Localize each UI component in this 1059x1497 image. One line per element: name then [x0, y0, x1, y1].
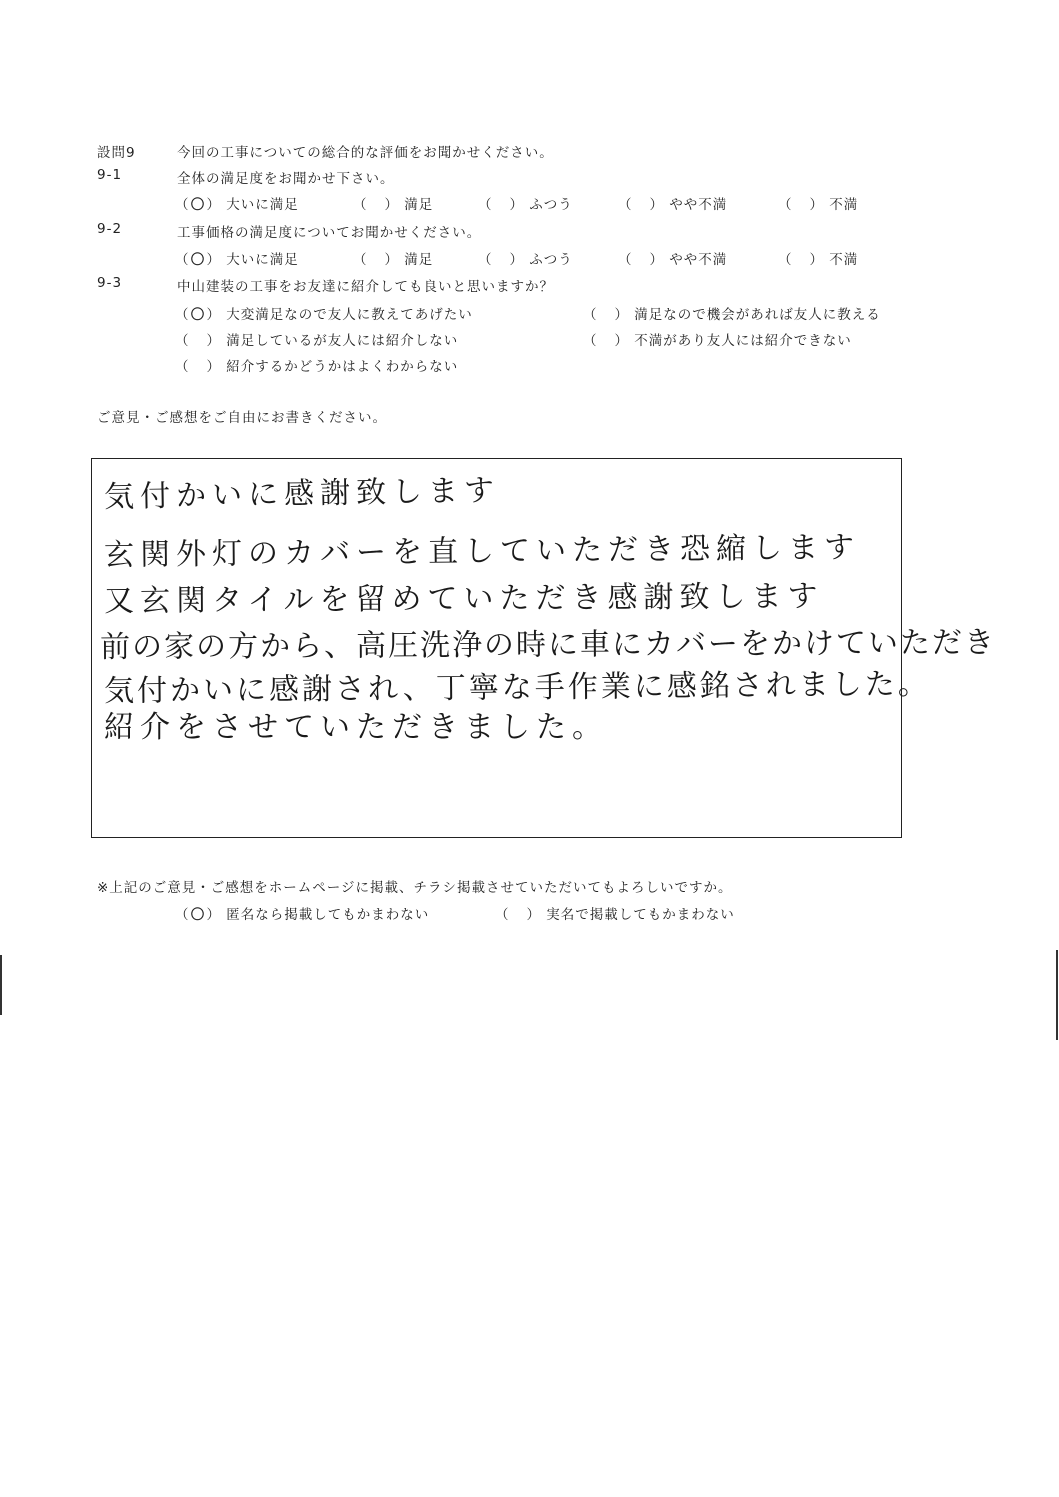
handwritten-line-5: 気付かいに感謝され、丁寧な手作業に感銘されました。 [103, 666, 931, 709]
question-9-3-number: 9-3 [97, 275, 123, 291]
circle-mark: 〇 [190, 197, 205, 213]
option-label: 大いに満足 [226, 197, 299, 213]
q9-3-option-satisfied-no-recommend[interactable]: （ ） 満足しているが友人には紹介しない [175, 333, 459, 349]
circle-mark: 〇 [190, 907, 205, 923]
question-9-text: 今回の工事についての総合的な評価をお聞かせください。 [177, 145, 554, 161]
question-9-label: 設問9 [97, 145, 136, 161]
publish-note: ※上記のご意見・ご感想をホームページに掲載、チラシ掲載させていただいてもよろしいですか。 [97, 880, 733, 896]
q9-3-option-recommend-if-chance[interactable]: （ ） 満足なので機会があれば友人に教える [583, 307, 881, 323]
option-label: 実名で掲載してもかまわない [546, 907, 735, 923]
question-9-2-number: 9-2 [97, 221, 123, 237]
question-9-1-number: 9-1 [97, 167, 123, 183]
option-label: 匿名なら掲載してもかまわない [226, 907, 430, 923]
q9-1-option-dissatisfied[interactable]: （ ） 不満 [778, 197, 859, 213]
option-label: やや不満 [669, 252, 728, 268]
option-label: やや不満 [669, 197, 728, 213]
q9-2-option-very-satisfied[interactable]: （ 〇 ） 大いに満足 [175, 248, 299, 268]
option-label: 満足 [404, 197, 434, 213]
comments-prompt: ご意見・ご感想をご自由にお書きください。 [97, 410, 387, 426]
option-label: 大いに満足 [226, 252, 299, 268]
question-9-3-text: 中山建装の工事をお友達に紹介しても良いと思いますか？ [177, 279, 554, 295]
q9-2-option-somewhat-dissatisfied[interactable]: （ ） やや不満 [618, 252, 728, 268]
option-label: 満足なので機会があれば友人に教える [634, 307, 881, 323]
q9-1-option-very-satisfied[interactable]: （ 〇 ） 大いに満足 [175, 193, 299, 213]
publish-option-real-name[interactable]: （ ） 実名で掲載してもかまわない [495, 907, 735, 923]
option-label: 満足 [404, 252, 434, 268]
circle-mark: 〇 [190, 307, 205, 323]
question-9-1-text: 全体の満足度をお聞かせ下さい。 [177, 171, 395, 187]
question-9-2-text: 工事価格の満足度についてお聞かせください。 [177, 225, 482, 241]
scan-edge-mark-left [0, 955, 2, 1015]
q9-2-option-neutral[interactable]: （ ） ふつう [478, 252, 573, 268]
q9-3-option-unsure[interactable]: （ ） 紹介するかどうかはよくわからない [175, 359, 459, 375]
option-label: ふつう [529, 252, 573, 268]
handwritten-line-1: 気付かいに感謝致します [103, 473, 501, 515]
q9-1-option-somewhat-dissatisfied[interactable]: （ ） やや不満 [618, 197, 728, 213]
q9-1-option-neutral[interactable]: （ ） ふつう [478, 197, 573, 213]
option-label: 不満 [829, 252, 859, 268]
q9-1-option-satisfied[interactable]: （ ） 満足 [353, 197, 434, 213]
circle-mark: 〇 [190, 252, 205, 268]
option-label: 不満 [829, 197, 859, 213]
option-label: 不満があり友人には紹介できない [634, 333, 852, 349]
option-label: 紹介するかどうかはよくわからない [226, 359, 459, 375]
publish-option-anonymous[interactable]: （ 〇 ） 匿名なら掲載してもかまわない [175, 903, 429, 923]
scan-edge-mark-right [1056, 950, 1058, 1040]
handwritten-line-2: 玄関外灯のカバーを直していただき恐縮します [103, 530, 861, 573]
q9-3-option-recommend[interactable]: （ 〇 ） 大変満足なので友人に教えてあげたい [175, 303, 473, 323]
q9-2-option-dissatisfied[interactable]: （ ） 不満 [778, 252, 859, 268]
handwritten-line-6: 紹介をさせていただきました。 [104, 710, 608, 745]
handwritten-line-3: 又玄関タイルを留めていただき感謝致します [103, 578, 824, 619]
option-label: ふつう [529, 197, 573, 213]
handwritten-line-4: 前の家の方から、高圧洗浄の時に車にカバーをかけていただき [99, 625, 997, 665]
option-label: 満足しているが友人には紹介しない [226, 333, 459, 349]
q9-2-option-satisfied[interactable]: （ ） 満足 [353, 252, 434, 268]
option-label: 大変満足なので友人に教えてあげたい [226, 307, 473, 323]
q9-3-option-cannot-recommend[interactable]: （ ） 不満があり友人には紹介できない [583, 333, 852, 349]
